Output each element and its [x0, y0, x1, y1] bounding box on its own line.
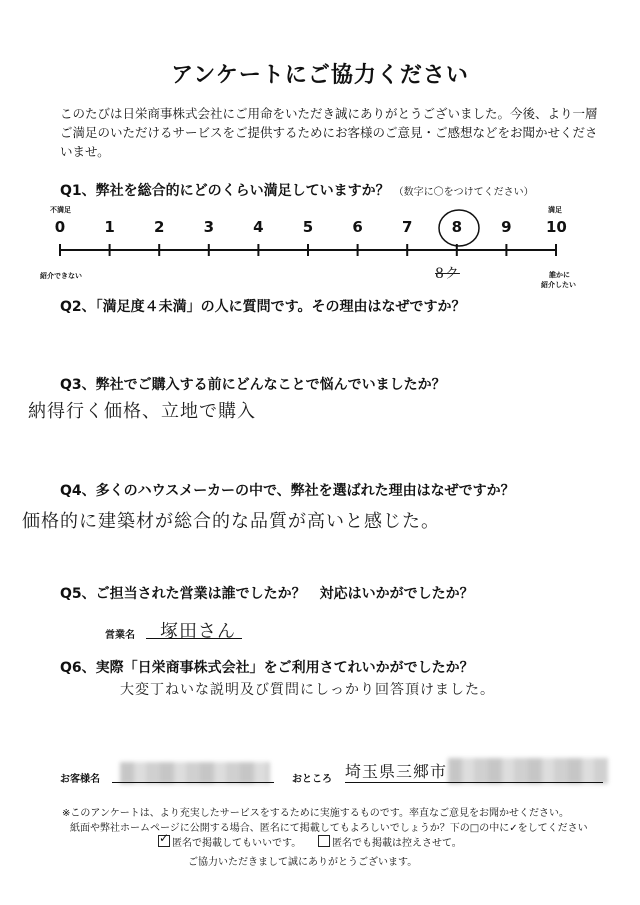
- intro-text: このたびは日栄商事株式会社にご用命をいただき誠にありがとうございました。今後、より一層ご満足のいただけるサービスをご提供するためにお客様のご意見・ご感想などをお聞かせくださいませ。: [60, 106, 598, 159]
- footer-note-2: 紙面や弊社ホームページに公開する場合、匿名にて掲載してもよろしいでしょうか？下の□の中に✓をしてください: [70, 823, 588, 834]
- scale-number[interactable]: 5: [302, 218, 314, 236]
- q3-answer: 納得行く価格、立地で購入: [28, 401, 256, 422]
- customer-name-label: お客様名: [60, 774, 100, 785]
- scale-number[interactable]: 7: [401, 218, 413, 236]
- scale-number[interactable]: 8: [451, 218, 463, 236]
- decline-checkbox[interactable]: [318, 835, 330, 847]
- option-publish[interactable]: [158, 834, 301, 849]
- scale-number[interactable]: 6: [352, 218, 363, 236]
- address-underline: [345, 782, 603, 783]
- scale-left-top: 不満足: [50, 206, 71, 214]
- q6-answer: 大変丁ねいな説明及び質問にしっかり回答頂けました。: [120, 682, 495, 698]
- sales-underline: [146, 638, 242, 639]
- scale-number[interactable]: 2: [153, 218, 165, 236]
- q5-question: Q5、ご担当された営業は誰でしたか？ 対応はいかがでしたか？: [60, 586, 474, 602]
- scale-right-top: 満足: [548, 206, 562, 214]
- q2-question: Q2、「満足度４未満」の人に質問です。その理由はなぜですか？: [60, 299, 466, 315]
- scale-number[interactable]: 4: [253, 218, 264, 236]
- footer-note-1: ※このアンケートは、より充実したサービスをするために実施するものです。率直なご意見をお聞かせください。: [62, 808, 569, 819]
- scribble-mark: 8ク: [435, 266, 460, 282]
- thanks-text: ご協力いただきまして誠にありがとうございます。: [188, 857, 418, 868]
- option-decline[interactable]: [318, 834, 462, 849]
- selection-circle: [439, 210, 479, 246]
- page-title: アンケートにご協力ください: [171, 63, 469, 88]
- scale-number[interactable]: 1: [104, 218, 115, 236]
- q3-question: Q3、弊社でご購入する前にどんなことで悩んでいましたか？: [60, 377, 446, 393]
- scale-number[interactable]: 3: [203, 218, 215, 236]
- scale-number[interactable]: 10: [546, 218, 567, 236]
- address-value: 埼玉県三郷市: [345, 762, 448, 781]
- address-redacted: [448, 758, 608, 784]
- scale-number[interactable]: 0: [54, 218, 66, 236]
- q1-label: Q1、弊社を総合的にどのくらい満足していますか？: [60, 183, 390, 199]
- q6-question: Q6、実際「日栄商事株式会社」をご利用さてれいかがでしたか？: [60, 660, 474, 676]
- q4-answer: 価格的に建築材が総合的な品質が高いと感じた。: [22, 511, 440, 532]
- option-publish-label: 匿名で掲載してもいいです。: [172, 838, 302, 849]
- sales-name: 塚田さん: [160, 621, 236, 642]
- customer-name-redacted: [120, 762, 270, 784]
- scale-number[interactable]: 9: [501, 218, 512, 236]
- address-label: おところ: [292, 774, 332, 785]
- customer-name-underline: [112, 782, 274, 783]
- q1-note: （数字に〇をつけてください）: [393, 187, 534, 198]
- scale-right-bottom-1: 誰かに: [549, 271, 570, 279]
- publish-checkbox[interactable]: [158, 835, 170, 847]
- scale-left-bottom: 紹介できない: [40, 272, 82, 280]
- option-decline-label: 匿名でも掲載は控えさせて。: [332, 838, 462, 849]
- sales-label: 営業名: [105, 630, 135, 641]
- q4-question: Q4、多くのハウスメーカーの中で、弊社を選ばれた理由はなぜですか？: [60, 483, 515, 499]
- scale-right-bottom-2: 紹介したい: [541, 281, 576, 289]
